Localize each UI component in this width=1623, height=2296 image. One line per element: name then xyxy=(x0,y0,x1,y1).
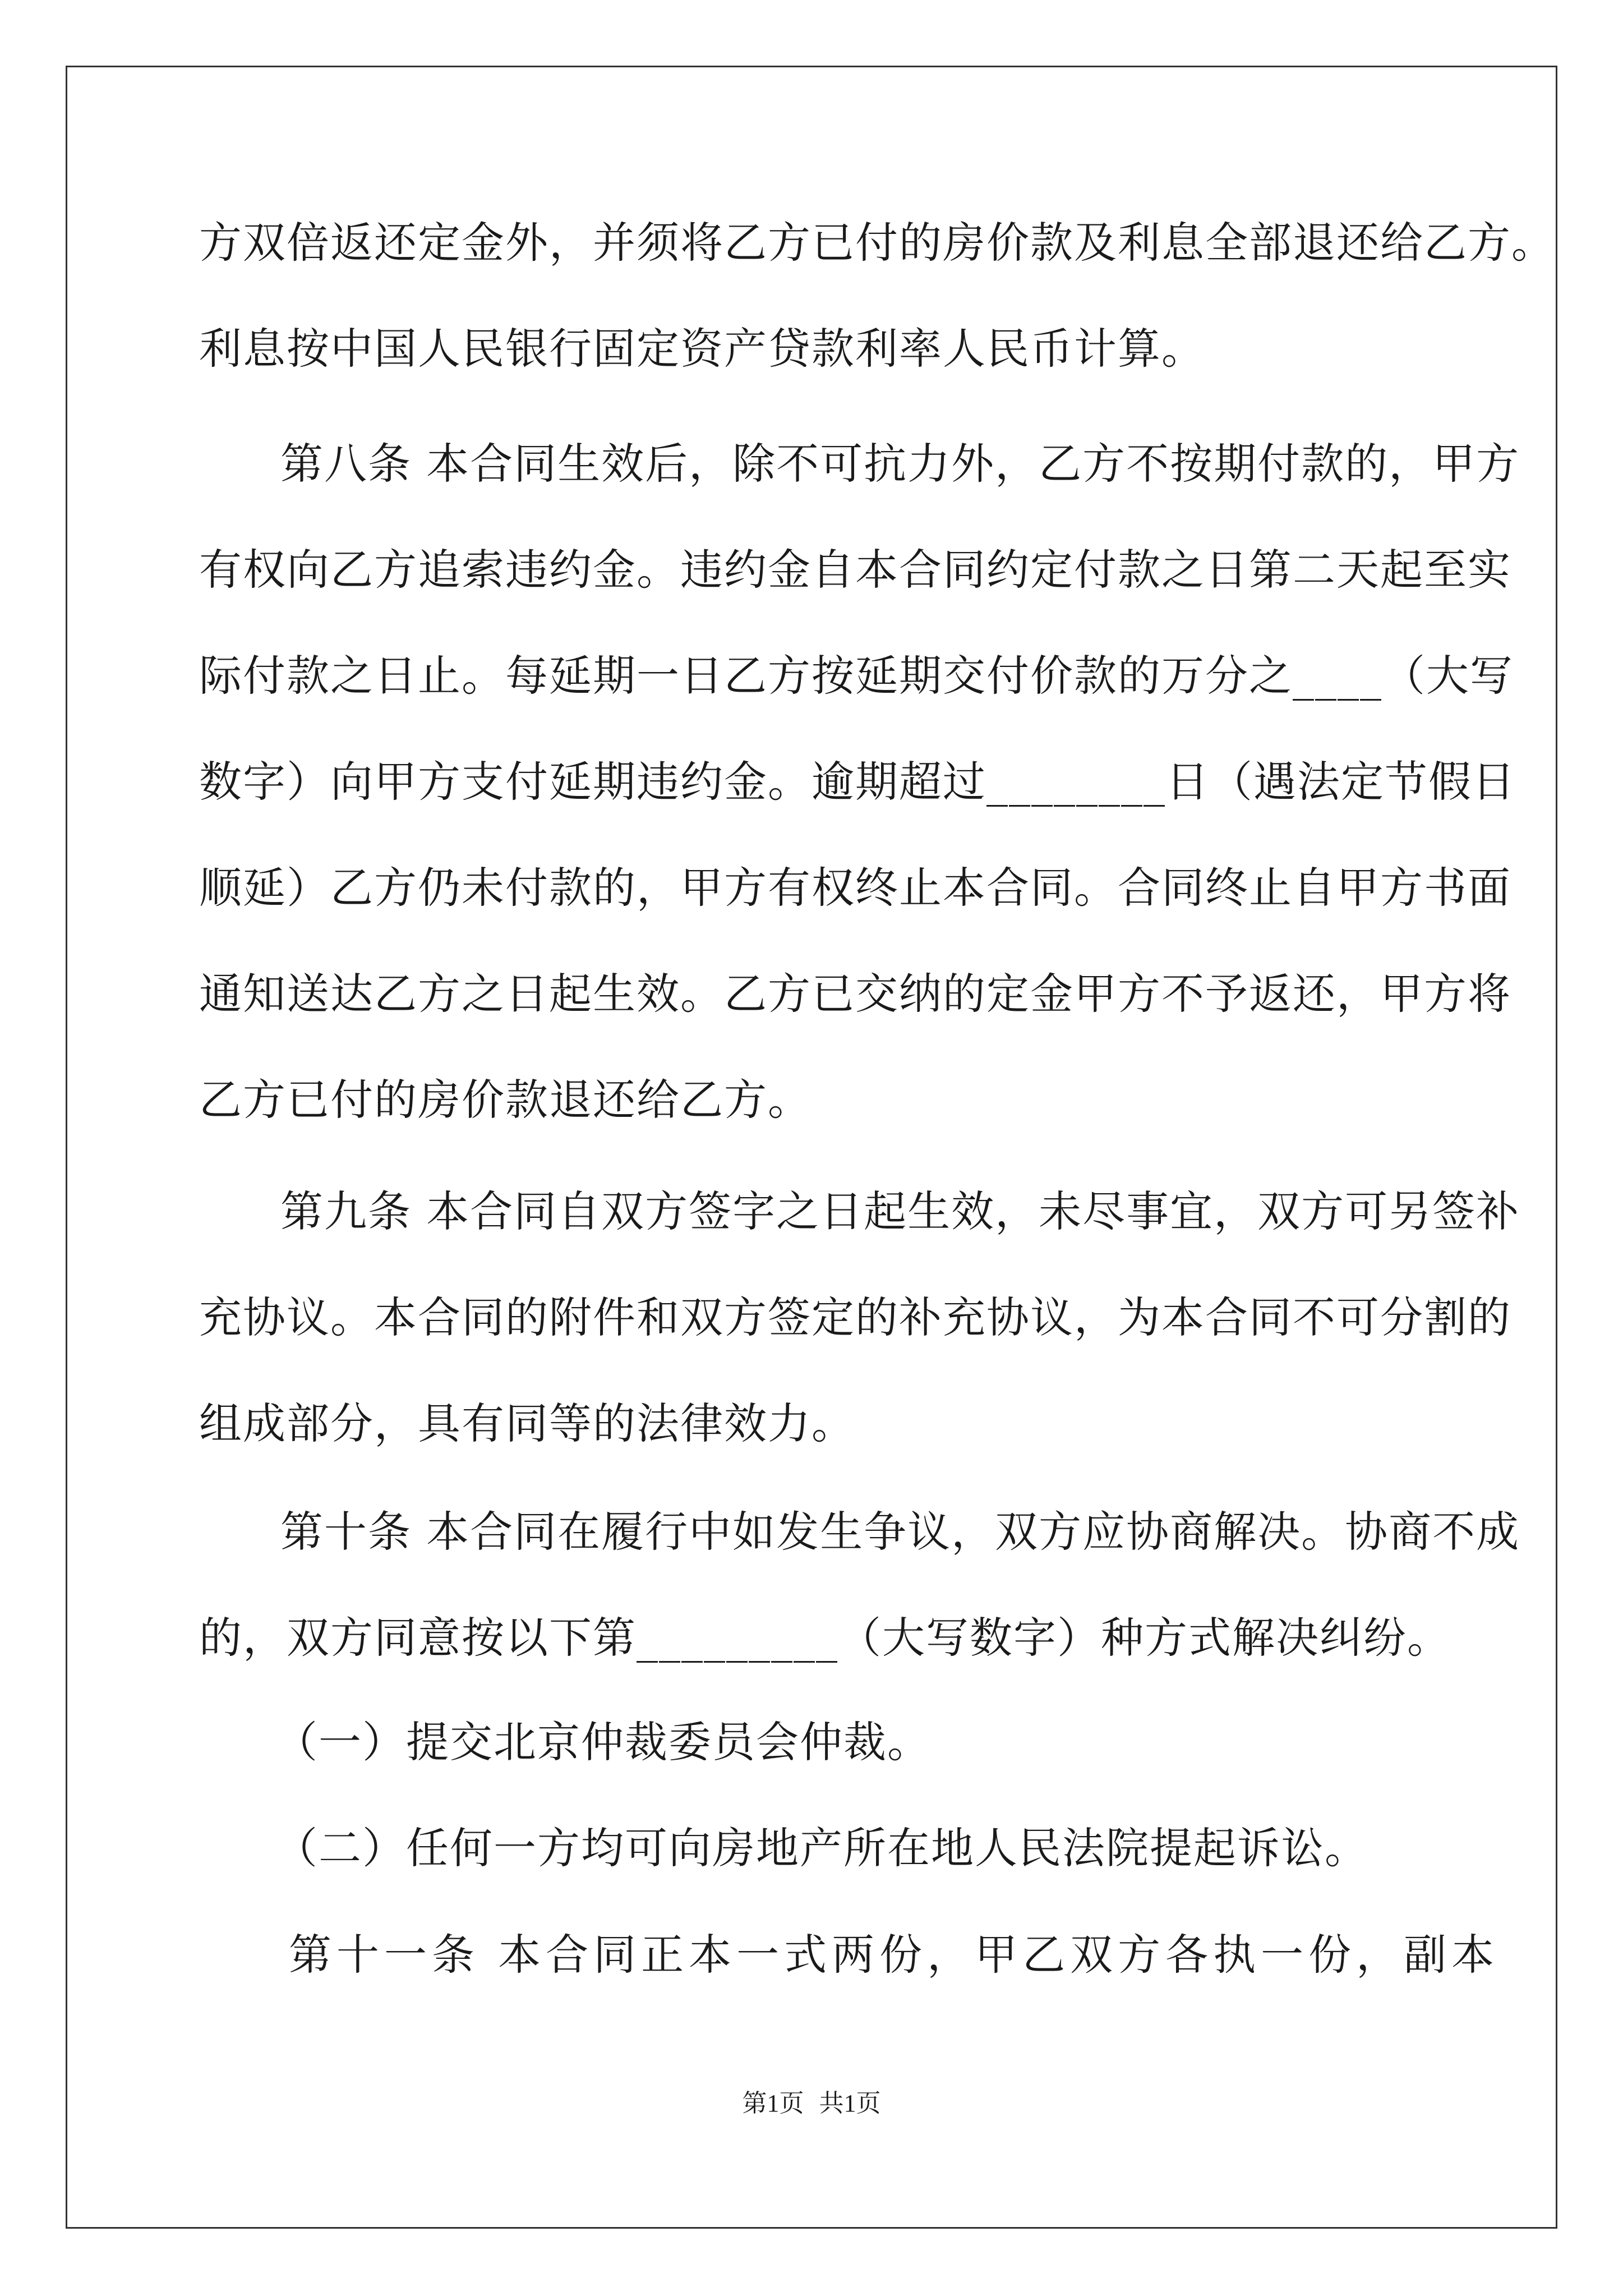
article-8-heading-line: 第八条 本合同生效后，除不可抗力外，乙方不按期付款的，甲方 xyxy=(280,439,1520,489)
body-line: 利息按中国人民银行固定资产贷款利率人民币计算。 xyxy=(199,324,1205,374)
article-11-heading-line: 第十一条 本合同正本一式两份，甲乙双方各执一份，副本 xyxy=(289,1930,1500,1980)
body-line: 通知送达乙方之日起生效。乙方已交纳的定金甲方不予返还，甲方将 xyxy=(199,969,1511,1019)
page-total: 共1页 xyxy=(819,2090,881,2117)
body-line: 有权向乙方追索违约金。违约金自本合同约定付款之日第二天起至实 xyxy=(199,545,1511,595)
body-line: 充协议。本合同的附件和双方签定的补充协议，为本合同不可分割的 xyxy=(199,1292,1511,1342)
body-line: 组成部分，具有同等的法律效力。 xyxy=(199,1398,855,1448)
body-line: 顺延）乙方仍未付款的，甲方有权终止本合同。合同终止自甲方书面 xyxy=(199,863,1511,913)
body-line: 乙方已付的房价款退还给乙方。 xyxy=(199,1075,811,1125)
article-9-heading-line: 第九条 本合同自双方签字之日起生效，未尽事宜，双方可另签补 xyxy=(280,1186,1520,1236)
article-10-heading-line: 第十条 本合同在履行中如发生争议，双方应协商解决。协商不成 xyxy=(280,1507,1520,1557)
body-line: 数字）向甲方支付延期违约金。逾期超过________日（遇法定节假日 xyxy=(199,757,1516,807)
list-item-2: （二）任何一方均可向房地产所在地人民法院提起诉讼。 xyxy=(275,1823,1368,1873)
body-line: 际付款之日止。每延期一日乙方按延期交付价款的万分之____（大写 xyxy=(199,651,1514,701)
page-footer xyxy=(0,2087,1623,2120)
body-line: 的，双方同意按以下第_________（大写数字）种方式解决纠纷。 xyxy=(199,1613,1451,1663)
page-border xyxy=(66,66,1557,2229)
list-item-1: （一）提交北京仲裁委员会仲裁。 xyxy=(275,1717,931,1767)
body-line: 方双倍返还定金外，并须将乙方已付的房价款及利息全部退还给乙方。 xyxy=(199,218,1555,268)
page-number: 第1页 xyxy=(742,2090,804,2117)
